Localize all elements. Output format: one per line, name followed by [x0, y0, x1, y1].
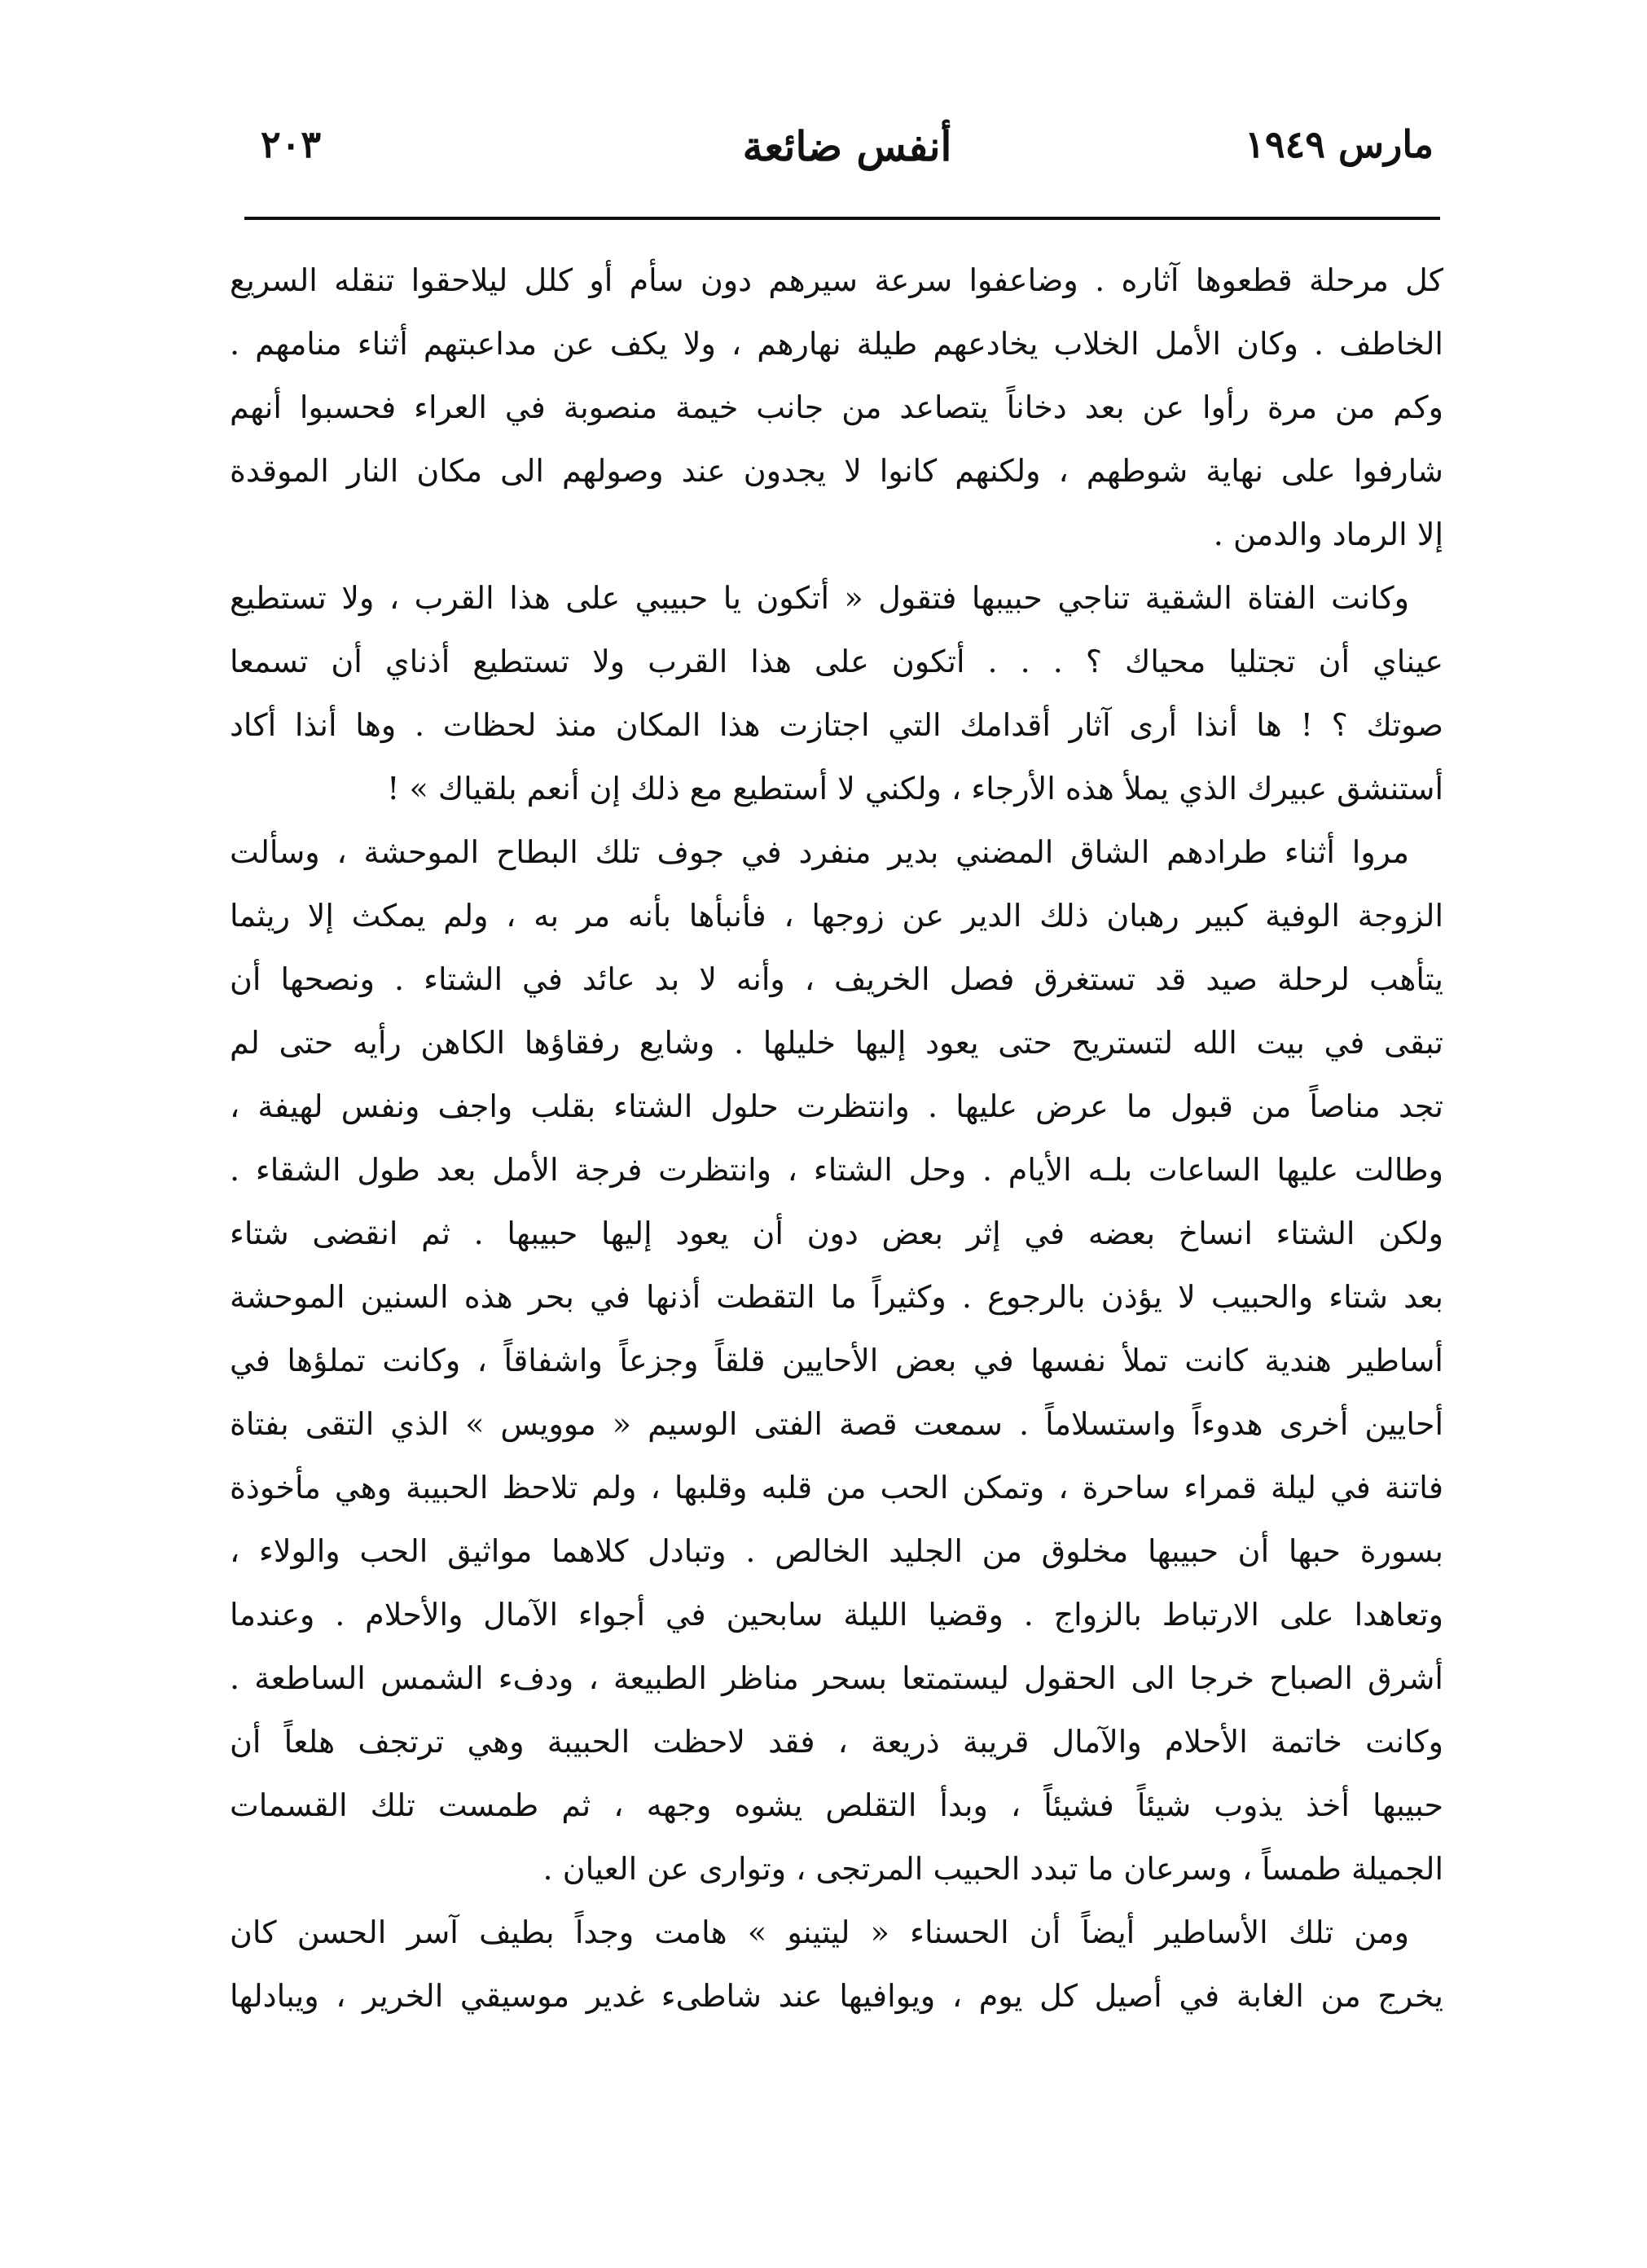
- text-line: شارفوا على نهاية شوطهم ، ولكنهم كانوا لا يجدون عند وصولهم الى مكان النار الموقدة: [230, 453, 1443, 489]
- text-line: تجد مناصاً من قبول ما عرض عليها . وانتظرت حلول الشتاء بقلب واجف ونفس لهيفة ،: [230, 1088, 1443, 1124]
- text-line: يتأهب لرحلة صيد قد تستغرق فصل الخريف ، وأنه لا بد عائد في الشتاء . ونصحها أن: [230, 961, 1443, 997]
- text-line: الجميلة طمساً ، وسرعان ما تبدد الحبيب المرتجى ، وتوارى عن العيان .: [542, 1851, 1443, 1887]
- text-line: إلا الرماد والدمن .: [1213, 516, 1443, 552]
- page-header: [261, 122, 1434, 187]
- text-line: أشرق الصباح خرجا الى الحقول ليستمتعا بسحر مناظر الطبيعة ، ودفء الشمس الساطعة .: [230, 1660, 1443, 1696]
- text-line: بسورة حبها أن حبيبها مخلوق من الجليد الخالص . وتبادل كلاهما مواثيق الحب والولاء ،: [230, 1533, 1443, 1569]
- text-line: الخاطف . وكان الأمل الخلاب يخادعهم طيلة نهارهم ، ولا يكف عن مداعبتهم أثناء منامهم .: [230, 326, 1443, 362]
- text-line: وكم من مرة رأوا عن بعد دخاناً يتصاعد من جانب خيمة منصوبة في العراء فحسبوا أنهم: [230, 389, 1443, 425]
- header-title: أنفس ضائعة: [742, 122, 952, 170]
- text-line: وكانت خاتمة الأحلام والآمال قريبة ذريعة ، فقد لاحظت الحبيبة وهي ترتجف هلعاً أن: [230, 1724, 1443, 1760]
- article-body: [230, 248, 1443, 2028]
- text-line: صوتك ؟ ! ها أنذا أرى آثار أقدامك التي اجتازت هذا المكان منذ لحظات . وها أنذا أكاد: [230, 707, 1443, 743]
- header-date: مارس ١٩٤٩: [1245, 122, 1434, 166]
- text-line: أحايين أخرى هدوءاً واستسلاماً . سمعت قصة الفتى الوسيم « موويس » الذي التقى بفتاة: [230, 1406, 1443, 1442]
- text-line: تبقى في بيت الله لتستريح حتى يعود إليها خليلها . وشايع رفقاؤها الكاهن رأيه حتى لم: [230, 1025, 1443, 1061]
- page-number: ٢٠٣: [261, 122, 322, 166]
- text-line: يخرج من الغابة في أصيل كل يوم ، ويوافيها عند شاطىء غدير موسيقي الخرير ، ويبادلها: [230, 1978, 1443, 2014]
- text-line: الزوجة الوفية كبير رهبان ذلك الدير عن زوجها ، فأنبأها بأنه مر به ، ولم يمكث إلا ريثما: [230, 898, 1443, 934]
- text-line: حبيبها أخذ يذوب شيئاً فشيئاً ، وبدأ التقلص يشوه وجهه ، ثم طمست تلك القسمات: [230, 1787, 1443, 1823]
- text-line: ومن تلك الأساطير أيضاً أن الحسناء « ليتينو » هامت وجداً بطيف آسر الحسن كان: [230, 1914, 1409, 1950]
- text-line: وكانت الفتاة الشقية تناجي حبيبها فتقول « أتكون يا حبيبي على هذا القرب ، ولا تستطيع: [230, 580, 1409, 616]
- text-line: كل مرحلة قطعوها آثاره . وضاعفوا سرعة سيرهم دون سأم أو كلل ليلاحقوا تنقله السريع: [230, 262, 1443, 298]
- text-line: وطالت عليها الساعات بلـه الأيام . وحل الشتاء ، وانتظرت فرجة الأمل بعد طول الشقاء .: [230, 1152, 1443, 1188]
- text-line: عيناي أن تجتليا محياك ؟ . . . أتكون على هذا القرب ولا تستطيع أذناي أن تسمعا: [230, 644, 1443, 679]
- text-line: ولكن الشتاء انساخ بعضه في إثر بعض دون أن يعود إليها حبيبها . ثم انقضى شتاء: [230, 1215, 1443, 1251]
- header-rule: [244, 217, 1440, 220]
- text-line: أساطير هندية كانت تملأ نفسها في بعض الأحايين قلقاً وجزعاً واشفاقاً ، وكانت تملؤها في: [230, 1343, 1443, 1378]
- text-line: فاتنة في ليلة قمراء ساحرة ، وتمكن الحب من قلبه وقلبها ، ولم تلاحظ الحبيبة وهي مأخوذة: [230, 1470, 1443, 1505]
- text-line: وتعاهدا على الارتباط بالزواج . وقضيا الليلة سابحين في أجواء الآمال والأحلام . وعندما: [230, 1597, 1443, 1633]
- text-line: مروا أثناء طرادهم الشاق المضني بدير منفرد في جوف تلك البطاح الموحشة ، وسألت: [230, 834, 1409, 870]
- text-line: بعد شتاء والحبيب لا يؤذن بالرجوع . وكثيراً ما التقطت أذنها في بحر هذه السنين الموحشة: [230, 1279, 1443, 1315]
- text-line: أستنشق عبيرك الذي يملأ هذه الأرجاء ، ولكني لا أستطيع مع ذلك إن أنعم بلقياك » !: [387, 771, 1443, 807]
